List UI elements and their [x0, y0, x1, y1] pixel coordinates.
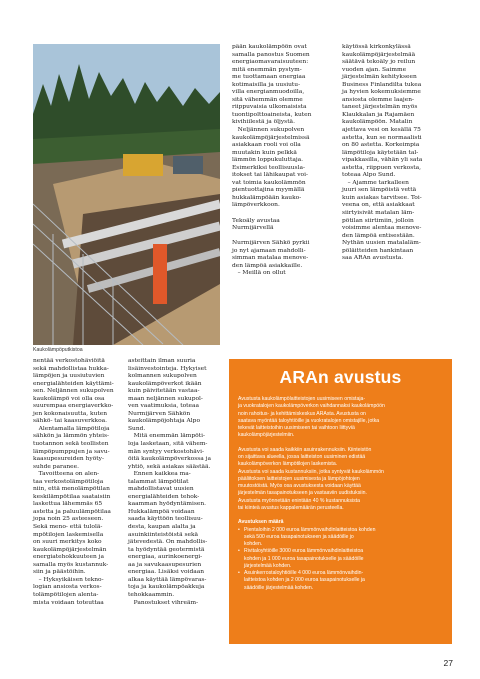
text-line: mista voidaan toteuttaa [33, 599, 104, 606]
aran-text-line: Avustusta myönnetään enintään 40 % kustannuksista [238, 497, 360, 504]
text-line: pään kaukolämpöön ovat [232, 44, 307, 50]
text-line: Sekä meno- että tulolä- [33, 524, 103, 531]
text-line: voisimme alentaa menove- [342, 225, 422, 232]
bullet-icon: • [238, 548, 240, 555]
text-line: tuontipolttoaineista, kuten [232, 111, 312, 118]
text-line: saada käyttöön teollisuu- [128, 516, 203, 523]
aran-bullet-line: Asuinkerrostaloyhtiöille 4 000 euroa lämmönvaihdin- [244, 570, 364, 576]
aran-bullet-line: kohden ja 1 000 euroa tasapainotukselle ja säädöille [244, 555, 364, 562]
aran-bullet-line: säädöille järjestelmää kohden. [244, 584, 314, 591]
aran-bullet [238, 527, 446, 549]
text-line: Ennen kaikkea ma- [128, 471, 191, 478]
text-line: kolmannen sukupolven [128, 373, 197, 380]
text-line: maan neljännen sukupol- [128, 395, 203, 402]
text-line: energiatehokkuuteen ja [33, 554, 105, 561]
text-line: jen kokonaisuutta, kuten [33, 410, 108, 417]
text-line: kaukolämpö voi olla osa [33, 395, 105, 402]
aran-text-line: noin rahoitus- ja kehittämiskeskus ARAsta. Avustusta on [238, 410, 366, 417]
aran-bullet [238, 548, 446, 570]
text-line: sitä vähemmän olemme [232, 96, 303, 103]
text-line: Nythän uusien matalaläm- [342, 240, 421, 247]
text-line: käytössä kirkonkylässä [342, 44, 411, 50]
text-line: kaamman hyödyntämisen. [128, 501, 207, 508]
text-line: Sund. [128, 425, 146, 432]
text-line: desta, kaupan alalta ja [128, 524, 196, 531]
aran-text-line: Avustusta voi saada kaikkiin asuinrakennuksiin. Kiinteistön [238, 446, 372, 453]
text-line [232, 233, 337, 241]
text-line: niin, että menolämpötilan [33, 486, 110, 493]
aran-text-line: järjestelmän tasapainotukseen ja vastaaviin uudistuksiin. [238, 490, 367, 497]
text-line: mpötilojen laskemisella [33, 531, 104, 538]
text-line: sähkön ja lämmön yhteis- [33, 433, 109, 440]
text-line: astetta ja paluulämpötilaa [33, 508, 111, 515]
text-line: Hukkalämpöä voidaan [128, 508, 195, 515]
text-line: tuotannon sekä teollisten [33, 441, 109, 448]
text-line: vipakkasilla, vähän yli sata [342, 157, 423, 164]
text-line: mahdollistavat uusien [128, 486, 194, 493]
text-line: asuinkiinteistöistä sekä [128, 531, 199, 538]
article-column-top-1 [232, 44, 337, 278]
text-line: kaukolämpöjohtaja Alpo [128, 418, 201, 425]
text-line: me tuottamaan energiaa [232, 74, 306, 81]
text-line: energialähteiden tehok- [128, 493, 200, 500]
text-line: kaukolämpöjärjestelmissä [232, 134, 310, 141]
text-line: on 80 astetta. Korkeimpia [342, 142, 420, 149]
article-column-bottom-2 [128, 358, 216, 607]
text-line: ja hyvien kokemuksiemme [342, 89, 421, 96]
text-line: energiaomavaraisuuteen: [232, 59, 309, 66]
text-line: tehokkaammin. [128, 591, 175, 598]
text-line: ajettava vesi on kesällä 75 [342, 127, 421, 134]
text-line: keskilämpötilaa saataisiin [33, 493, 111, 500]
text-line: asiakkaan rooli voi olla [232, 142, 301, 149]
text-line: suhde paranee. [33, 463, 79, 470]
text-line: ven vaatimuksia, toteaa [128, 403, 199, 410]
text-line: muutakin kuin pelkkä [232, 149, 297, 156]
text-line: laskettua lähemmäs 65 [33, 501, 103, 508]
article-column-top-2 [342, 44, 452, 263]
aran-text-line: pääliitoksen laitteistojen uusimisesta ja lämpöjohtojen [238, 475, 360, 482]
aran-bullet-line: Rivitaloyhtiöille 3000 euroa lämmönvaihdinlaitteistoa [244, 548, 364, 555]
aran-text-line: Avustusta kaukolämpölaitteistojen uusimiseen omistaja- [238, 396, 366, 402]
text-line: pientuottajina myymällä [232, 187, 305, 194]
aran-text-line: Avustusta voi saada kustannuksiin, jotka syntyvät kaukolämmön [238, 468, 384, 475]
text-line: talammat lämpötilat [128, 478, 189, 485]
text-line: saa ARAn avustusta. [342, 255, 404, 262]
article-column-bottom-1 [33, 358, 119, 607]
aran-text-line: tai kiinteä avustus kappalemäärän perusteella. [238, 504, 344, 511]
text-line: jätevedestä. On mahdollis- [128, 539, 208, 546]
text-line: Nurmijärven Sähkö pyrkii [232, 240, 310, 247]
text-line: pöläitteiden hankintaan [342, 247, 414, 254]
text-line: energialähteiden käyttämi- [33, 380, 114, 387]
aran-text-line: on sijaittava alueella, jossa laitteiston uusiminen edistää [238, 454, 366, 460]
text-line: vuoden ajan. Saimme [342, 66, 407, 73]
text-line: kivihiilestä ja öljystä. [232, 119, 295, 126]
text-line: Esimerkiksi teollisuusla- [232, 164, 305, 171]
aran-bullet [238, 570, 446, 592]
text-line: loja lasketaan, sitä vähem- [128, 441, 208, 448]
text-line: veena on, että asiakkaat [342, 202, 415, 209]
text-line [232, 210, 337, 218]
text-line: kaukolämpöjärjestelmää [342, 51, 416, 58]
aran-text-line: muutostöistä. Myös osa avustuksesta voidaan käyttää [238, 483, 361, 489]
text-line: lämpöverkkoon. [232, 202, 280, 209]
text-line: ansiosta olemme laajen- [342, 96, 414, 103]
text-line: Mitä enemmän lämpöti- [128, 433, 205, 440]
text-line: Panostukset vihreäm- [128, 599, 199, 606]
text-line: pötilan siirtimiin, jolloin [342, 217, 414, 224]
text-line: sekä mahdollistaa hukka- [33, 365, 109, 372]
text-line: taneet järjestelmän myös [342, 104, 418, 111]
aran-body [238, 396, 446, 592]
aran-text-line: ja vuokratalojen kaukolämpöverkon vaihdannaksi kaukolämpöön [238, 403, 385, 410]
photo-caption: Kaukolämpöputkistoa [33, 347, 83, 353]
construction-site-photo-icon [33, 44, 220, 345]
aran-bullet-line: järjestelmää kohden. [244, 562, 292, 569]
text-line: – Meillä on ollut [232, 270, 286, 277]
text-line: ta hyödyntää geotermistä [128, 546, 205, 553]
text-line: sähkö- tai kaasuverkkoa. [33, 418, 108, 425]
aran-text-line: saatava myöntää taloyhtiöille ja vuokratalojen omistajille, jotka [238, 417, 380, 424]
text-line: kaukolämpöverkot ikään [128, 380, 202, 387]
aran-subheading: Avustuksen määrä [238, 519, 284, 526]
text-line: astetta, riippuen verkosta, [342, 164, 421, 171]
text-line: yhtiö, sekä asiakas säästää. [128, 463, 211, 470]
text-line: energiaa. Lisäksi voidaan [128, 569, 205, 576]
text-line: on suuri merkitys koko [33, 539, 102, 546]
text-line: toteaa Alpo Sund. [342, 172, 396, 179]
bullet-icon: • [238, 570, 240, 576]
text-line: kotimaisilla ja uusiutu- [232, 81, 301, 88]
text-line: sen. Neljännen sukupolven [33, 388, 114, 395]
text-line: astetta, kun se normaalisti [342, 134, 422, 141]
aran-info-box [229, 359, 452, 644]
aran-bullet-line: laitteistoa kohden ja 2 000 euroa tasapainotukselle ja [244, 577, 365, 584]
text-line: suurempaa energiaverkko- [33, 403, 114, 410]
text-line: nentää verkostohäviöitä [33, 358, 105, 364]
text-line: – Hyksyikäisen tekno- [33, 576, 104, 583]
text-line: toja ja kaukolämpöakkuja [128, 584, 205, 591]
text-line: kuin päivitetään vastaa- [128, 388, 200, 395]
text-line: män syntyy verkostohävi- [128, 448, 204, 455]
aran-title: ARAn avustus [279, 367, 402, 387]
text-line: Alentamalla lämpötiloja [33, 425, 110, 432]
text-line: simman matalaa menove- [232, 255, 309, 262]
text-line: mitä enemmän pystym- [232, 66, 302, 73]
text-line: siirtyisivät matalan läm- [342, 210, 415, 217]
text-line: Klaukkalan ja Rajamäen [342, 111, 415, 118]
text-line: lämpötiloja käytetään tal- [342, 149, 419, 156]
aran-bullet-line: Pientaloihin 2 000 euroa lämmönvaihdinlaitteistoa kohden [244, 526, 376, 533]
text-line: tolämpötilojen alenta- [33, 591, 99, 598]
aran-text-line: tekevät laitteistoihin uusimiseen tai vaihtoon liittyviä [238, 425, 355, 431]
text-line: Tekoäly avustaa [232, 217, 280, 224]
text-line: vat toimia kaukolämmön [232, 179, 306, 186]
text-line: – Ajamme tarkalleen [342, 179, 409, 186]
text-line: lisäinvestointeja. Hykyiset [128, 365, 207, 372]
text-line: hukkalämpöään kauko- [232, 194, 302, 201]
text-line: jopa noin 25 asteeseen. [33, 516, 104, 523]
text-line: alkaa käyttää lämpövaras- [128, 576, 207, 583]
text-line: lämpöjen ja uusiutuvien [33, 373, 105, 380]
text-line: asteittain ilman suuria [128, 358, 196, 364]
aran-bullet-line: sekä 500 euroa tasapainotukseen ja säädöille jo [244, 533, 354, 540]
page-number: 27 [443, 658, 453, 668]
text-line: lämmön loppukuluttaja. [232, 157, 304, 164]
text-line: Tavoitteena on alen- [33, 471, 100, 478]
text-line: Nurmijärven Sähkön [128, 410, 191, 417]
text-line: samalla myös kustannuk- [33, 561, 109, 568]
construction-photo [33, 44, 220, 345]
text-line: Business Finlandilta tukea [342, 81, 422, 88]
text-line: kuin asiakas tarvitsee. Toi- [342, 194, 422, 201]
aran-bullet-line: kohden. [244, 541, 263, 547]
text-line: taa verkostolämpötiloja [33, 478, 104, 485]
text-line: jo nyt ajamaan mahdolli- [232, 247, 306, 254]
text-line: Neljännen sukupolven [232, 127, 305, 134]
text-line: juuri sen lämpöistä vettä [342, 187, 417, 194]
text-line: energiaa, aurinkoenergi- [128, 554, 203, 561]
text-line: riippuvaisia ulkomaisista [232, 104, 307, 111]
aran-text-line: kaukolämpöjärjestelmiin. [238, 432, 295, 439]
text-line: järjestelmän kehitykseen [342, 74, 417, 81]
text-line: Nurmijärvellä [232, 225, 274, 232]
text-line: villa energianmuodoilla, [232, 89, 305, 96]
text-line: kaasupesureiden hyöty- [33, 456, 104, 463]
text-line: lämpöpumppujen ja savu- [33, 448, 110, 455]
text-line: säätävä tekoäly jo reilun [342, 59, 416, 66]
text-line: den lämpöä asiakkaille. [232, 262, 303, 269]
text-line: logian ansiosta verkos- [33, 584, 102, 591]
text-line: aa ja savukaasupesurien [128, 561, 202, 568]
text-line: siin ja päästöihin. [33, 569, 86, 576]
text-line: kaukolämpöön. Matalin [342, 119, 413, 126]
text-line: öitä kaukolämpöverkossa ja [128, 456, 211, 463]
text-line: itokset tai lähikaupat voi- [232, 172, 308, 179]
text-line: kaukolämpöjärjestelmän [33, 546, 107, 553]
bullet-icon: • [238, 526, 240, 533]
aran-text-line: kaukolämpöverkon lämpötilojen laskemista. [238, 461, 338, 468]
text-line: den lämpöä entisestään. [342, 232, 415, 239]
text-line: samalla panostus Suomen [232, 51, 310, 58]
